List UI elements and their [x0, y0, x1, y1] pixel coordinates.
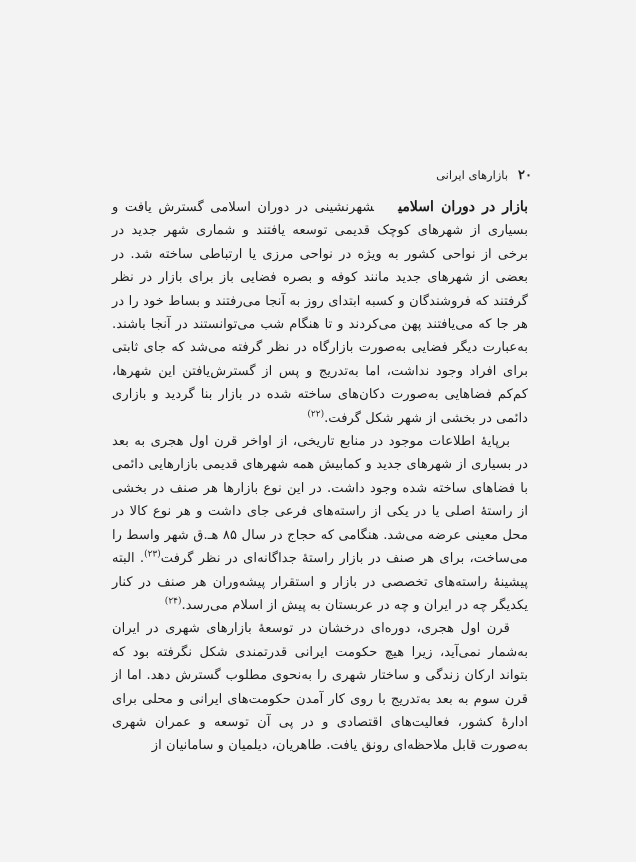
section-heading: بازار در دوران اسلامی [398, 199, 528, 215]
footnote-reference: (۲۲) [307, 409, 325, 420]
page-number: ۲۰ [518, 168, 532, 183]
paragraph-text: قرن اول هجری، دوره‌ای درخشان در توسعهٔ بازارهای شهری در ایران به‌شمار نمی‌آید، زیرا هیچ حکومت ایرانی قدرتمندی شکل نگرفته بود که بتواند ارکان زندگی و ساختار شهری را به‌نحوی مطلوب گسترش دهد. اما از قرن سوم به بعد به‌تدریج با روی کار آمدن حکومت‌های ایرانی و محلی برای ادارهٔ کشور، فعالیت‌های اقتصادی و در پی آن توسعه و عمران شهری به‌صورت قابل ملاحظه‌ای رونق یافت. طاهریان، دیلمیان و سامانیان از [112, 621, 528, 754]
paragraph-text: برپایهٔ اطلاعات موجود در منابع تاریخی، از اواخر قرن اول هجری به بعد در بسیاری از شهرهای جدید و کمابیش همه شهرهای قدیمی بازارهایی دائمی با فضاهای ساخته شده وجود داشت. در این نوع بازارها هر صنف در بخشی از راستهٔ اصلی یا در یکی از راسته‌های فرعی جای داشت و هر نوع کالا در محل معینی عرضه می‌شد. هنگامی که حجاج در سال ۸۵ هـ.ق شهر واسط را می‌ساخت، برای هر صنف در بازار راستهٔ جداگانه‌ای در نظر گرفت [112, 434, 529, 567]
running-header [100, 168, 532, 188]
paragraph [112, 430, 528, 617]
footnote-reference: (۲۳) [144, 549, 161, 560]
running-title: بازارهای ایرانی [436, 168, 509, 182]
paragraph [112, 196, 528, 430]
footnote-reference: (۲۴) [164, 596, 182, 607]
paragraph-text: . البته پیشینهٔ راسته‌های تخصصی در بازار و استقرار پیشه‌وران هر صنف در کنار یکدیگر چه در ایران و چه در عربستان به پیش از اسلام می‌رسد. [112, 551, 528, 613]
paragraph-text: شهرنشینی در دوران اسلامی گسترش یافت و بسیاری از شهرهای کوچک قدیمی توسعه یافتند و شماری شهر جدید در برخی از نواحی کشور به ویژه در نواحی مرزی یا ارتباطی ساخته شد. در بعضی از شهرهای جدید مانند کوفه و بصره فضایی باز برای بازار در نظر گرفتند که فروشندگان و کسبه ابتدای روز به آنجا می‌رفتند و بساط خود را در هر جا که می‌یافتند پهن می‌کردند و تا هنگام شب می‌توانستند در آنجا باشند. به‌عبارت دیگر فضایی به‌صورت بازارگاه در نظر گرفته می‌شد که جای ثابتی برای افراد وجود نداشت، اما به‌تدریج و پس از گسترش‌یافتن این شهرها، کم‌کم فضاهایی به‌صورت دکان‌های ساخته شده در بازار بنا گردید و بازاری دائمی در بخشی از شهر شکل گرفت. [112, 200, 528, 426]
body-text [112, 196, 528, 758]
paragraph [112, 617, 528, 757]
